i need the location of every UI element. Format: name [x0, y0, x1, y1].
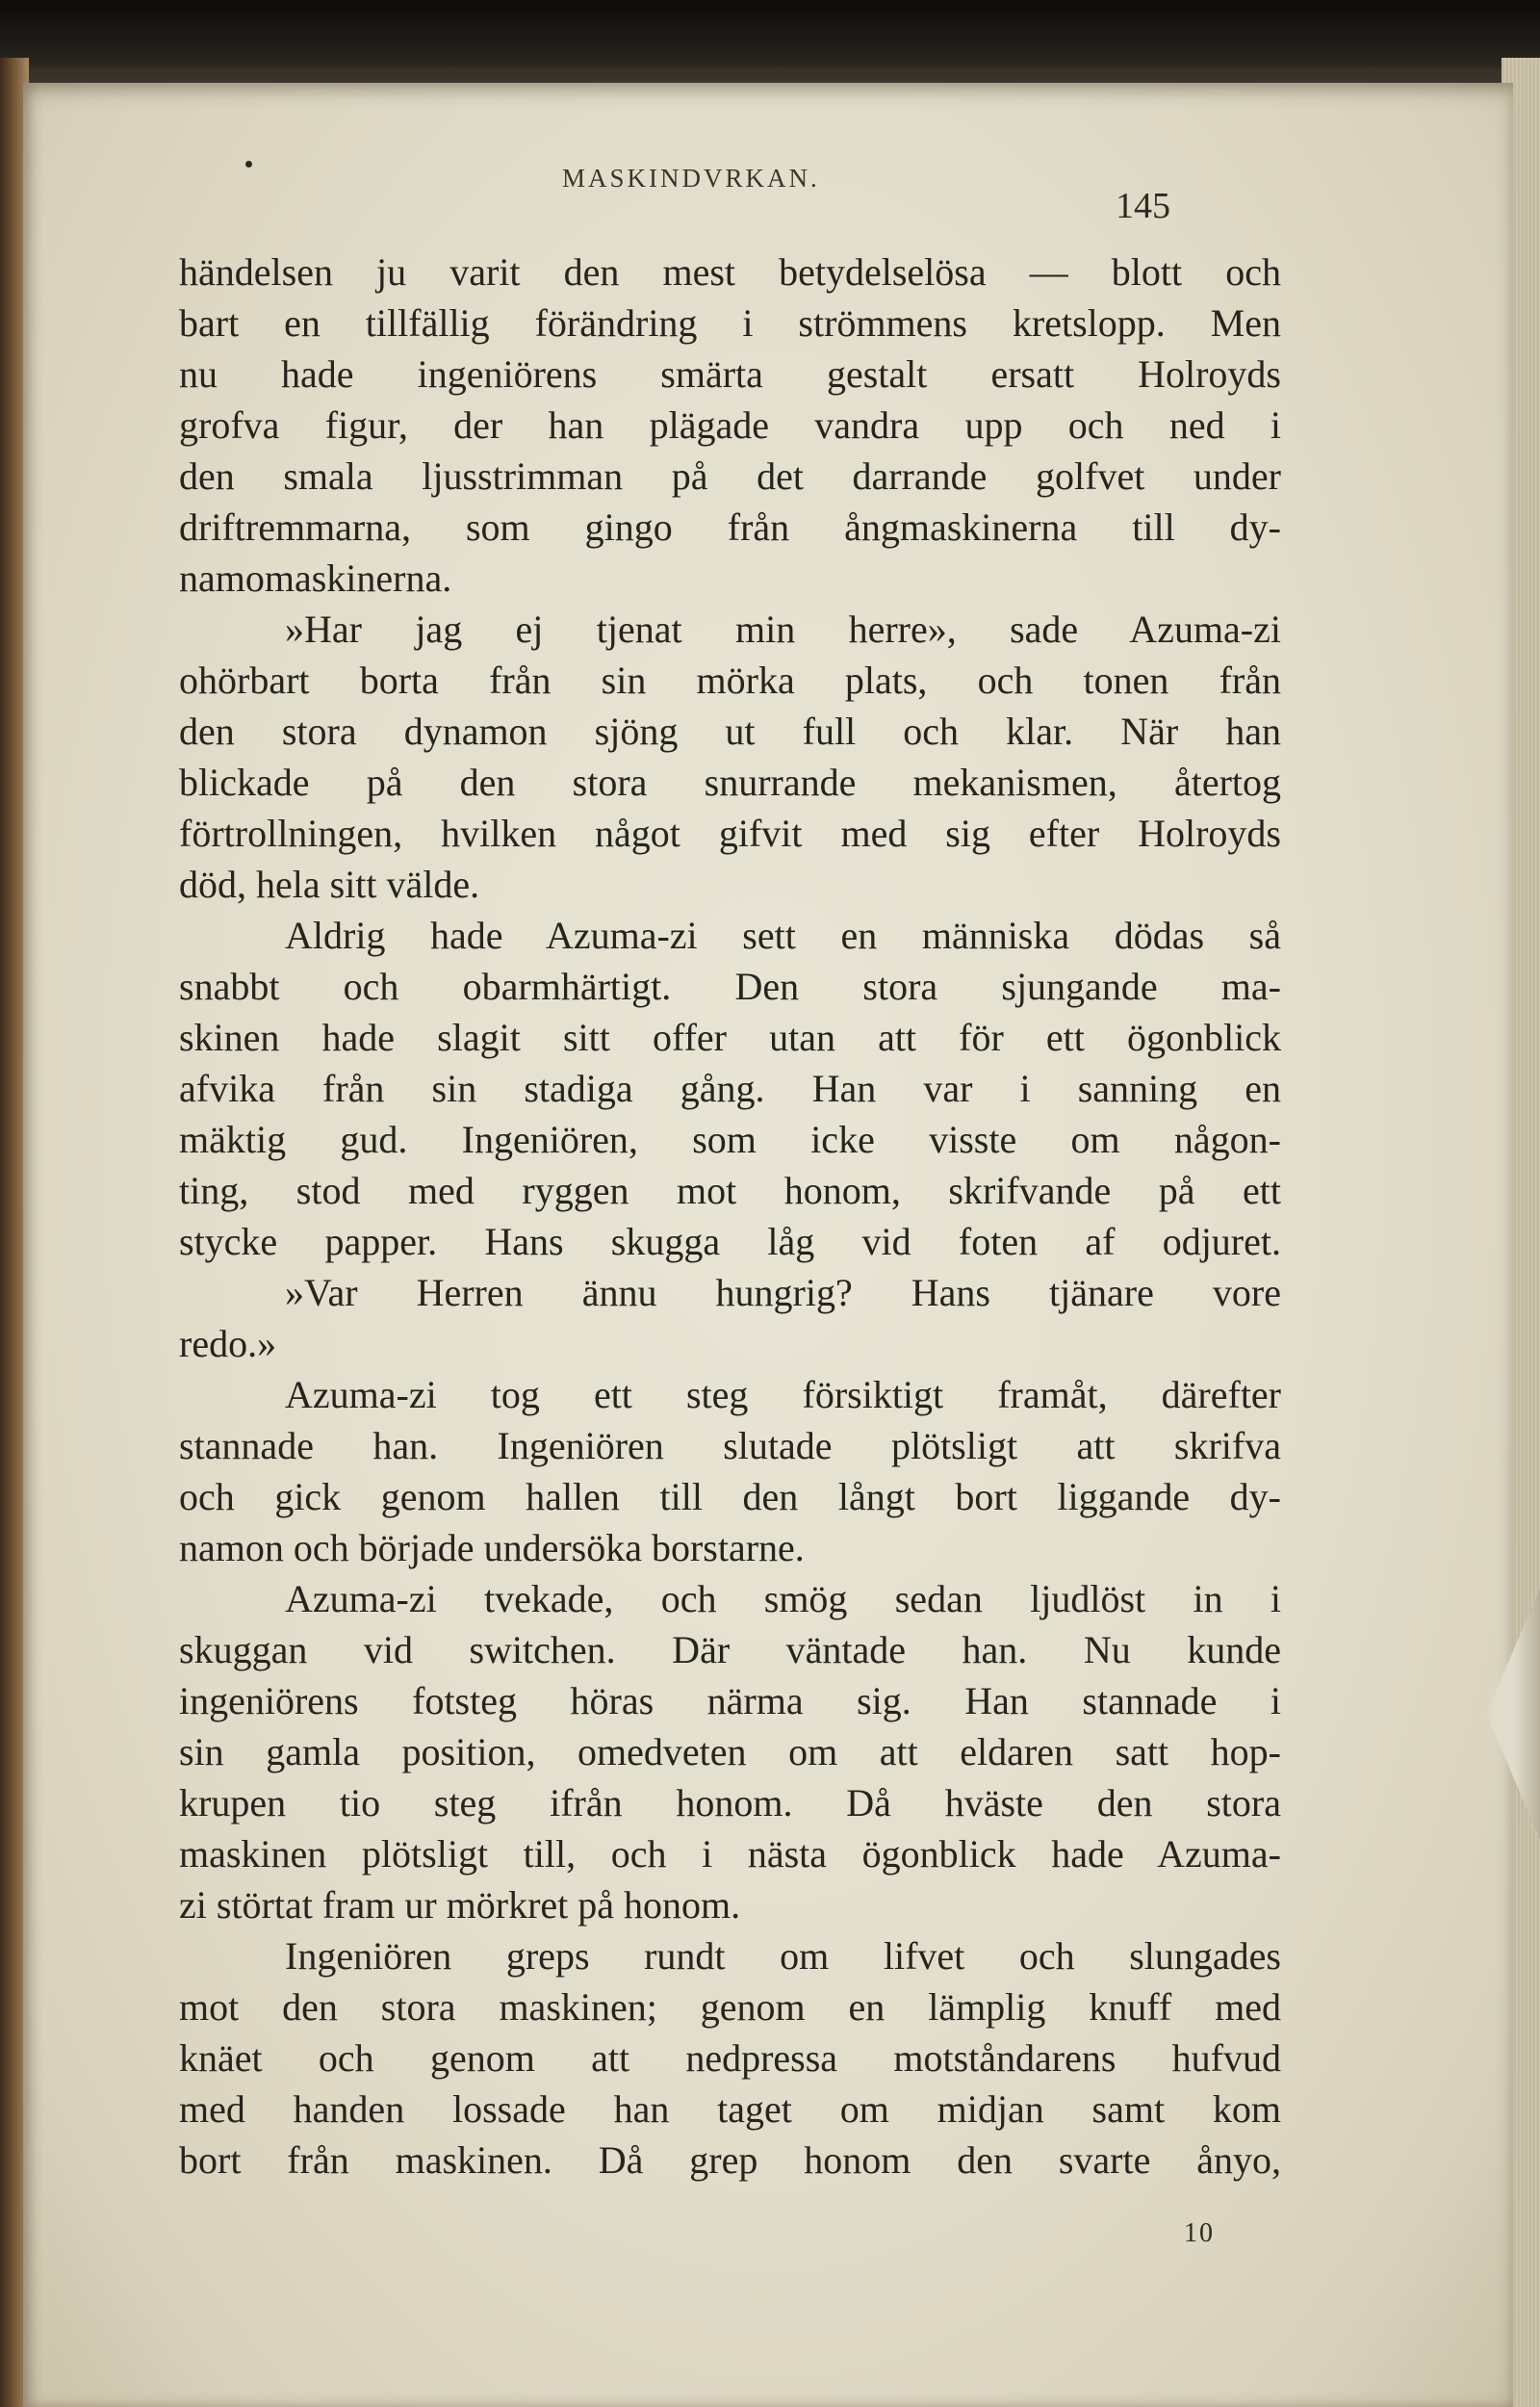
signature-mark: 10 [1184, 2218, 1215, 2248]
text-line: den stora dynamon sjöng ut full och klar. När han [179, 710, 1281, 753]
text-line: knäet och genom att nedpressa motståndarens hufvud [179, 2036, 1281, 2080]
text-line: ting, stod med ryggen mot honom, skrifvande på ett [179, 1169, 1281, 1212]
text-line: och gick genom hallen till den långt bort liggande dy- [179, 1475, 1281, 1518]
text-line: mot den stora maskinen; genom en lämplig knuff med [179, 1985, 1281, 2029]
text-line: afvika från sin stadiga gång. Han var i sanning en [179, 1067, 1281, 1110]
text-line: redo.» [179, 1322, 277, 1365]
text-line: nu hade ingeniörens smärta gestalt ersatt Holroyds [179, 352, 1281, 396]
text-line: mäktig gud. Ingeniören, som icke visste om någon- [179, 1118, 1281, 1161]
text-line: »Var Herren ännu hungrig? Hans tjänare vore [285, 1271, 1281, 1314]
text-line: blickade på den stora snurrande mekanismen, återtog [179, 761, 1281, 804]
text-line: död, hela sitt välde. [179, 863, 480, 906]
text-line: Azuma-zi tvekade, och smög sedan ljudlöst in i [285, 1577, 1281, 1620]
book-page [23, 83, 1513, 2407]
text-line: bort från maskinen. Då grep honom den svarte ånyo, [179, 2138, 1281, 2182]
text-line: bart en tillfällig förändring i strömmens kretslopp. Men [179, 301, 1281, 345]
text-line: zi störtat fram ur mörkret på honom. [179, 1883, 741, 1927]
text-line: »Har jag ej tjenat min herre», sade Azuma-zi [285, 608, 1281, 651]
ink-speck [245, 161, 252, 168]
text-line: den smala ljusstrimman på det darrande golfvet under [179, 454, 1281, 498]
text-line: stycke papper. Hans skugga låg vid foten af odjuret. [179, 1220, 1281, 1263]
body-text [179, 246, 1281, 2186]
book-cover-edge [0, 0, 1540, 67]
text-line: händelsen ju varit den mest betydelselösa — blott och [179, 250, 1281, 294]
text-line: stannade han. Ingeniören slutade plötsligt att skrifva [179, 1424, 1281, 1467]
text-line: ohörbart borta från sin mörka plats, och tonen från [179, 659, 1281, 702]
text-line: snabbt och obarmhärtigt. Den stora sjungande ma- [179, 965, 1281, 1008]
text-line: Ingeniören greps rundt om lifvet och slungades [285, 1934, 1281, 1978]
text-line: skinen hade slagit sitt offer utan att för ett ögonblick [179, 1016, 1281, 1059]
text-line: krupen tio steg ifrån honom. Då hväste den stora [179, 1781, 1281, 1825]
running-title: MASKINDVRKAN. [562, 164, 820, 193]
text-line: namon och började undersöka borstarne. [179, 1526, 805, 1569]
text-line: ingeniörens fotsteg höras närma sig. Han stannade i [179, 1679, 1281, 1722]
text-line: Aldrig hade Azuma-zi sett en människa dödas så [285, 914, 1281, 957]
text-line: med handen lossade han taget om midjan samt kom [179, 2087, 1281, 2131]
text-line: Azuma-zi tog ett steg försiktigt framåt, därefter [285, 1373, 1281, 1416]
text-line: grofva figur, der han plägade vandra upp och ned i [179, 403, 1281, 447]
text-line: sin gamla position, omedveten om att eldaren satt hop- [179, 1730, 1281, 1773]
page-number: 145 [1116, 186, 1170, 226]
text-line: förtrollningen, hvilken något gifvit med sig efter Holroyds [179, 812, 1281, 855]
text-line: namomaskinerna. [179, 556, 452, 600]
text-line: skuggan vid switchen. Där väntade han. Nu kunde [179, 1628, 1281, 1671]
text-line: maskinen plötsligt till, och i nästa ögonblick hade Azuma- [179, 1832, 1281, 1876]
text-line: driftremmarna, som gingo från ångmaskinerna till dy- [179, 505, 1281, 549]
